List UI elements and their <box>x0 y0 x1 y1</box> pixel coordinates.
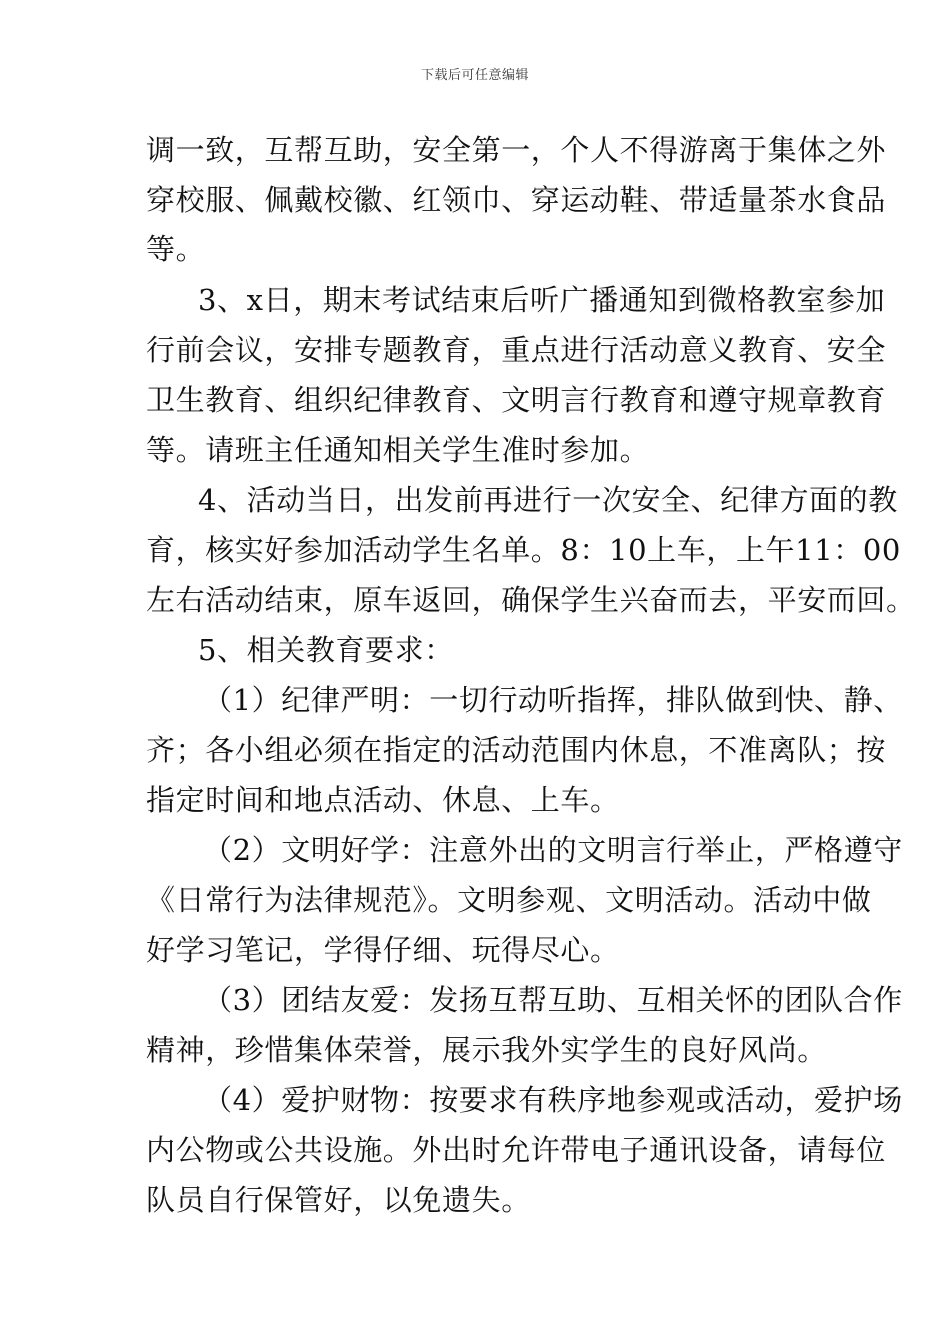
text-line: 育，核实好参加活动学生名单。8：10上车，上午11：00 <box>146 533 901 567</box>
text-line: 卫生教育、组织纪律教育、文明言行教育和遵守规章教育 <box>146 383 887 417</box>
text-line: （4）爱护财物：按要求有秩序地参观或活动，爱护场 <box>203 1083 903 1117</box>
text-line: 队员自行保管好，以免遗失。 <box>146 1183 531 1217</box>
page-header: 下载后可任意编辑 <box>420 68 529 83</box>
text-line: 3、x日，期末考试结束后听广播通知到微格教室参加 <box>198 283 886 317</box>
text-line: 调一致，互帮互助，安全第一，个人不得游离于集体之外 <box>146 133 887 167</box>
text-line: 等。请班主任通知相关学生准时参加。 <box>146 433 650 467</box>
text-line: 指定时间和地点活动、休息、上车。 <box>146 783 620 817</box>
text-line: 左右活动结束，原车返回，确保学生兴奋而去，平安而回。 <box>146 583 916 617</box>
text-line: 好学习笔记，学得仔细、玩得尽心。 <box>146 933 620 967</box>
text-line: （1）纪律严明：一切行动听指挥，排队做到快、静、 <box>203 683 903 717</box>
text-line: 内公物或公共设施。外出时允许带电子通讯设备，请每位 <box>146 1133 887 1167</box>
text-line: 穿校服、佩戴校徽、红领巾、穿运动鞋、带适量茶水食品 <box>146 183 887 217</box>
text-line: 行前会议，安排专题教育，重点进行活动意义教育、安全 <box>146 333 887 367</box>
text-line: 4、活动当日，出发前再进行一次安全、纪律方面的教 <box>198 483 898 517</box>
text-line: 5、相关教育要求： <box>198 633 454 667</box>
text-line: 《日常行为法律规范》。文明参观、文明活动。活动中做 <box>146 883 872 917</box>
text-line: （3）团结友爱：发扬互帮互助、互相关怀的团队合作 <box>203 983 903 1017</box>
text-line: （2）文明好学：注意外出的文明言行举止，严格遵守 <box>203 833 903 867</box>
text-line: 等。 <box>146 232 206 266</box>
text-line: 齐；各小组必须在指定的活动范围内休息，不准离队；按 <box>146 733 887 767</box>
text-line: 精神，珍惜集体荣誉，展示我外实学生的良好风尚。 <box>146 1033 827 1067</box>
